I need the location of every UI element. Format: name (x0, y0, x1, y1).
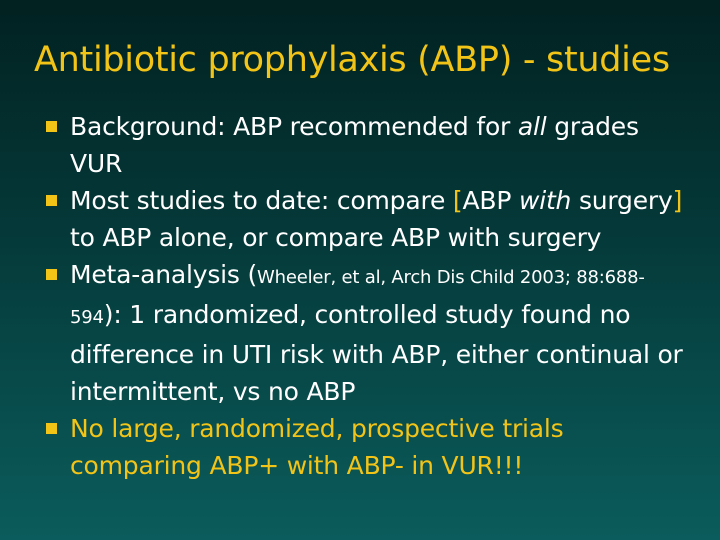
bracket-open: [ (452, 186, 463, 215)
bullet-text: to ABP alone, or compare ABP with surgery (70, 223, 602, 252)
bullet-emphasis: all (517, 112, 547, 141)
bullet-most-studies (46, 182, 686, 256)
bullet-emphasis: with (518, 186, 572, 215)
bullet-meta-analysis (46, 256, 686, 410)
bracket-close: ] (672, 186, 683, 215)
bullet-text: surgery (571, 186, 673, 215)
bullet-text: ): 1 randomized, controlled study found no difference in UTI risk with ABP, either continual or intermittent, vs no ABP (70, 300, 683, 406)
bullet-list (46, 108, 686, 484)
bullet-text: ABP (462, 186, 519, 215)
bullet-text: Most studies to date: compare (70, 186, 453, 215)
bullet-background (46, 108, 686, 182)
square-bullet-icon (46, 121, 57, 132)
bullet-text: No large, randomized, prospective trials comparing ABP+ with ABP- in VUR!!! (70, 414, 564, 480)
square-bullet-icon (46, 423, 57, 434)
slide-title: Antibiotic prophylaxis (ABP) - studies (34, 40, 670, 80)
citation: Wheeler, et al, Arch Dis Child 2003; 88:688-594 (70, 267, 645, 328)
square-bullet-icon (46, 195, 57, 206)
bullet-text: Meta-analysis ( (70, 260, 258, 289)
bullet-no-large-trials (46, 410, 686, 484)
bullet-text: Background: ABP recommended for (70, 112, 518, 141)
square-bullet-icon (46, 269, 57, 280)
bullet-text: grades VUR (70, 112, 639, 178)
